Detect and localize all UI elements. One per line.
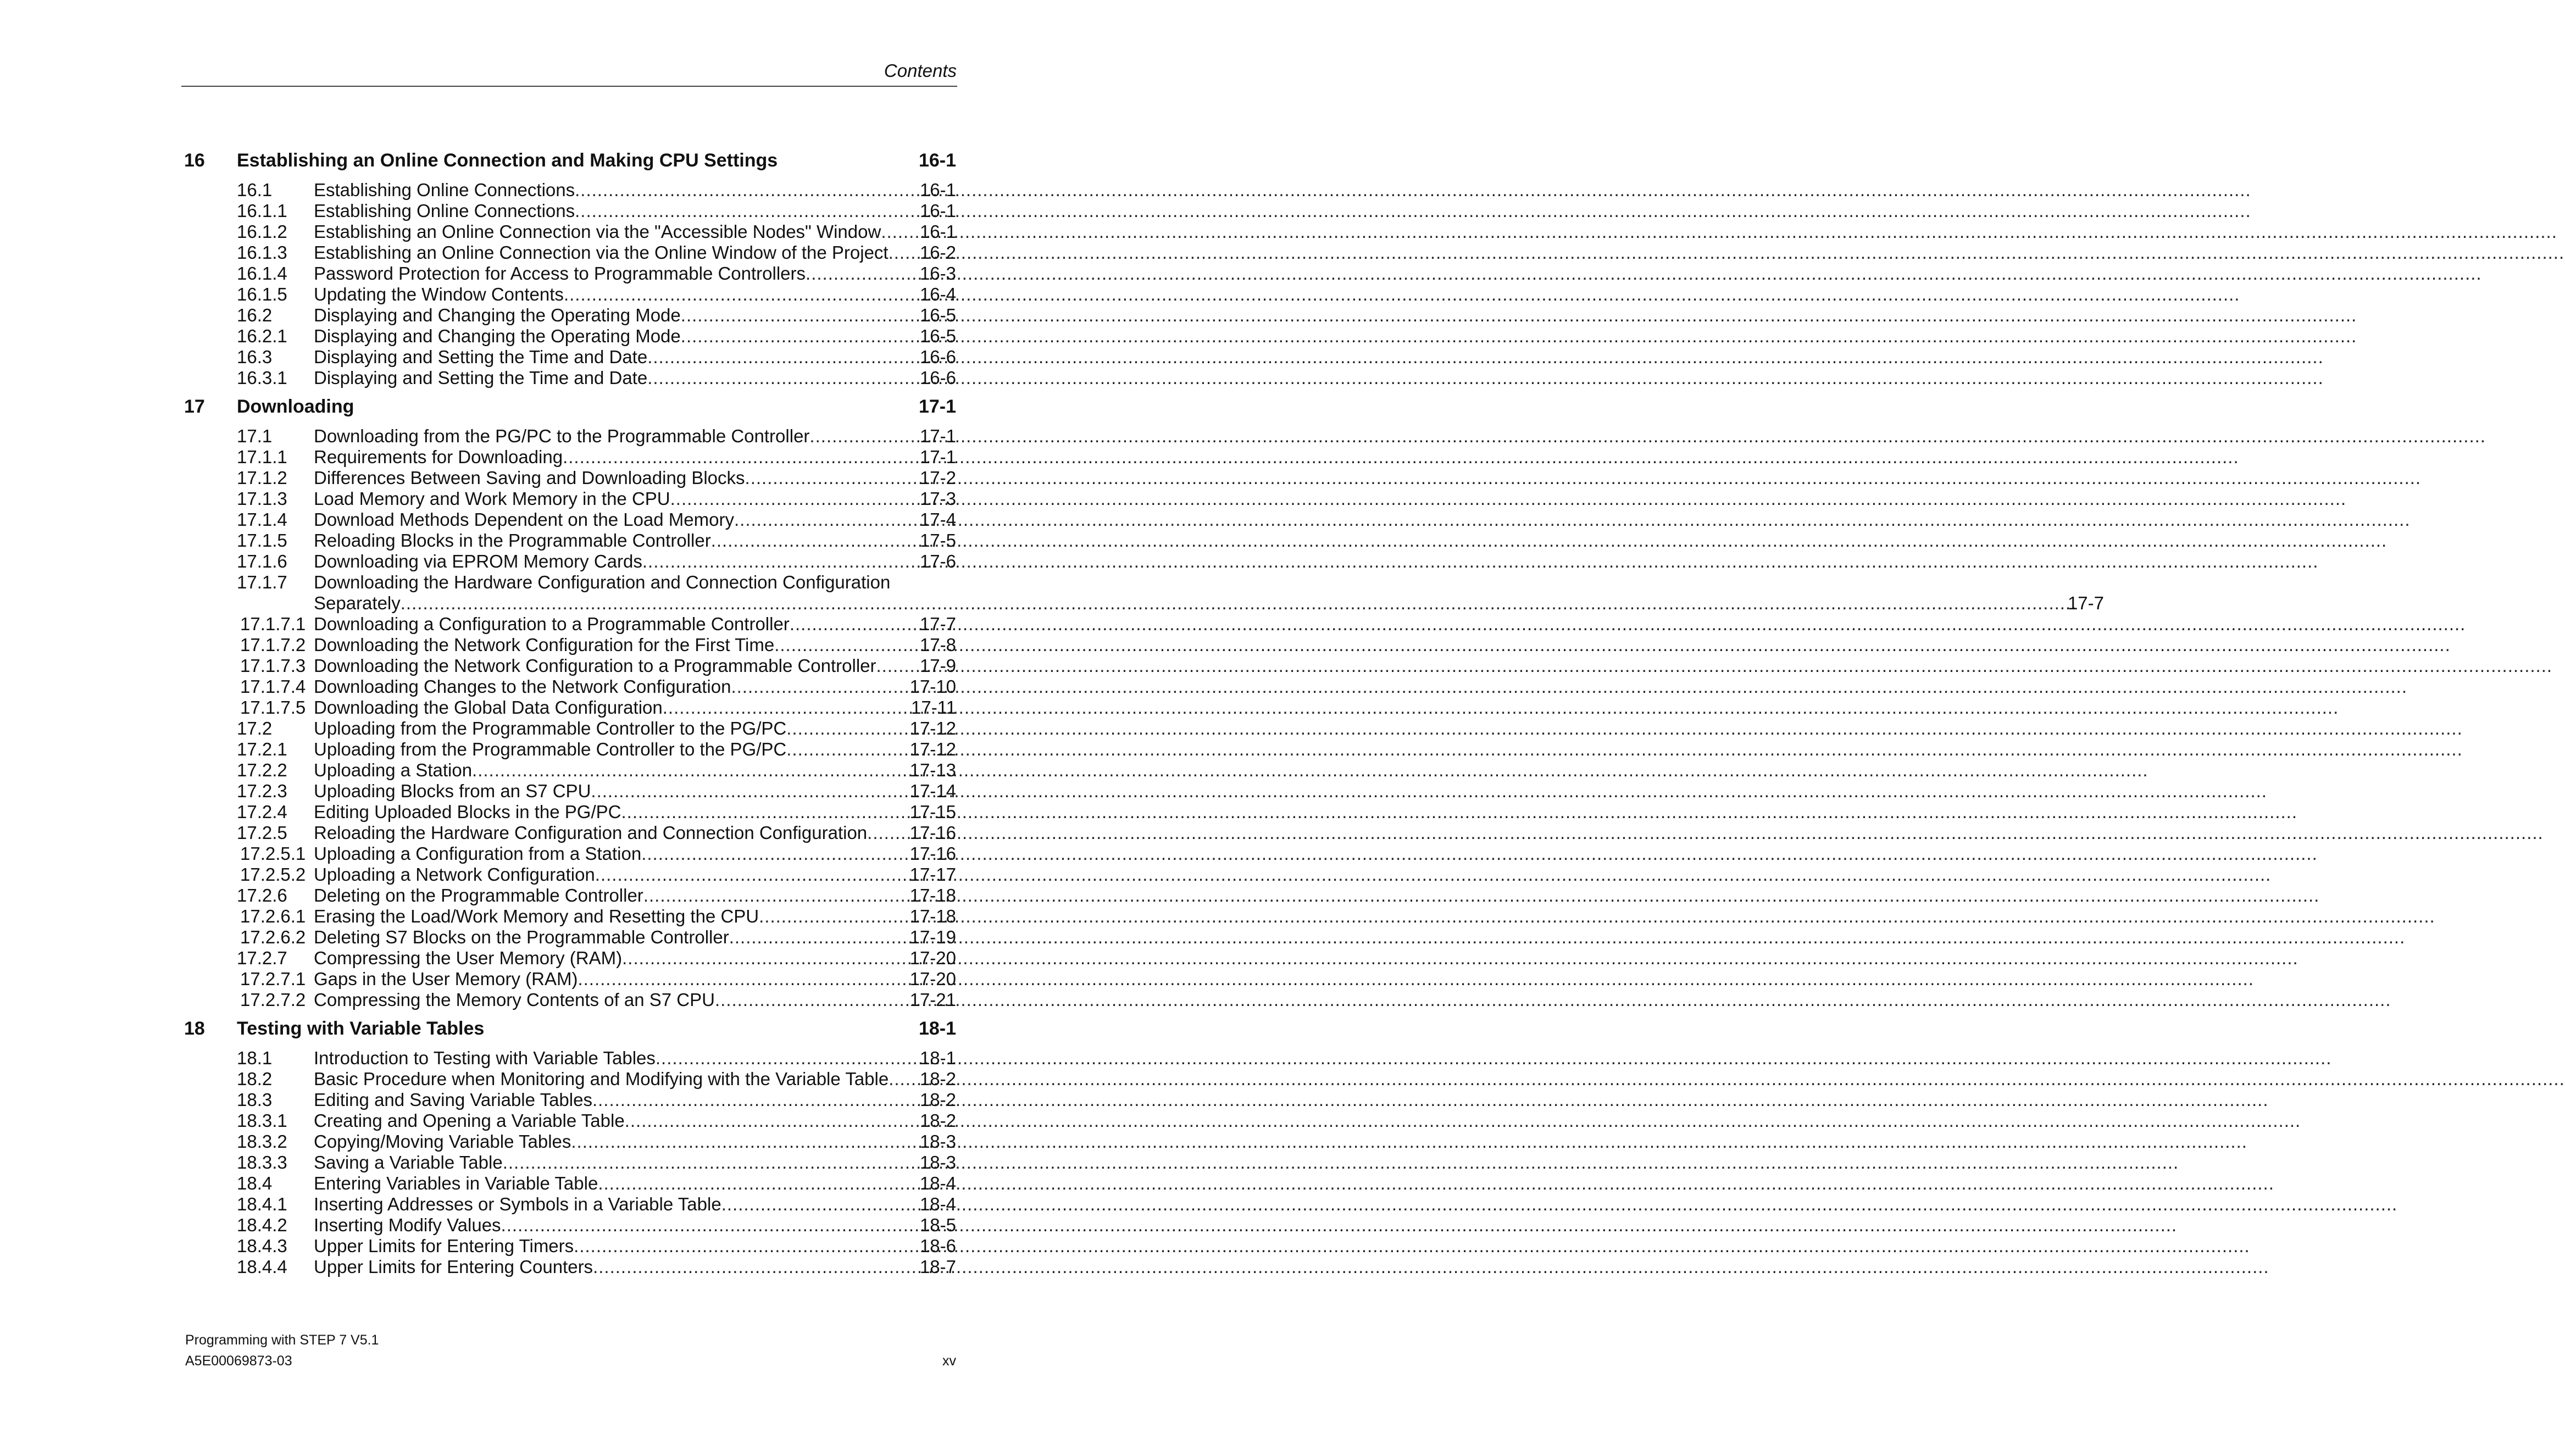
- dot-leader: [647, 347, 919, 368]
- entry-number: 17.1.4: [237, 509, 287, 530]
- entry-page: 16-6: [919, 347, 956, 367]
- toc-entry[interactable]: [237, 1173, 956, 1194]
- entry-title: Uploading a Network Configuration: [314, 864, 595, 885]
- dot-leader: [889, 1069, 919, 1090]
- entry-title: Downloading the Global Data Configuration: [314, 697, 663, 718]
- toc-entry[interactable]: [237, 802, 956, 823]
- entry-page: 17-21: [909, 990, 956, 1010]
- toc-entry[interactable]: [237, 530, 956, 551]
- chapter-title: Downloading: [237, 396, 354, 417]
- toc-entry[interactable]: [237, 990, 956, 1010]
- entry-number: 17.2.7: [237, 948, 287, 968]
- entry-title: Uploading from the Programmable Controller to the PG/PC: [314, 718, 787, 738]
- dot-leader: [889, 242, 919, 263]
- dot-leader: [501, 1215, 919, 1236]
- entry-page: 18-5: [919, 1215, 956, 1235]
- toc-entry[interactable]: [237, 948, 956, 969]
- entry-title: Establishing Online Connections: [314, 180, 575, 200]
- entry-number: 17.1.7: [237, 572, 287, 592]
- entry-title: Compressing the Memory Contents of an S7 CPU: [314, 990, 715, 1010]
- dot-leader: [472, 760, 909, 781]
- dot-leader: [731, 676, 908, 697]
- entry-title: Copying/Moving Variable Tables: [314, 1131, 571, 1152]
- entry-number: 17.1.1: [237, 447, 287, 467]
- dot-leader: [670, 488, 919, 509]
- entry-title: Downloading the Network Configuration to a Programmable Controller: [314, 655, 876, 676]
- entry-page: 18-2: [919, 1090, 956, 1110]
- dot-leader: [591, 781, 908, 802]
- entry-number: 16.1.2: [237, 221, 287, 242]
- entry-title: Establishing Online Connections: [314, 201, 575, 221]
- toc-entry[interactable]: [237, 614, 956, 635]
- header-rule: [181, 86, 957, 87]
- entry-page: 16-4: [919, 284, 956, 304]
- entry-page: 18-4: [919, 1194, 956, 1214]
- entry-page: 18-2: [919, 1069, 956, 1089]
- entry-page: 17-19: [909, 927, 956, 947]
- entry-number: 16.1.1: [237, 201, 287, 221]
- entry-title: Introduction to Testing with Variable Tables: [314, 1048, 656, 1068]
- toc-entry[interactable]: [237, 927, 956, 948]
- entry-page: 17-1: [919, 426, 956, 446]
- entry-page: 17-20: [909, 969, 956, 989]
- entry-title: Updating the Window Contents: [314, 284, 564, 304]
- entry-title: Password Protection for Access to Programmable Controllers: [314, 263, 806, 284]
- entry-page: 17-17: [909, 864, 956, 885]
- toc-entry[interactable]: [237, 447, 956, 468]
- entry-title-continued: Separately: [314, 593, 401, 613]
- dot-leader: [625, 1110, 919, 1131]
- chapter-page: 18-1: [918, 1018, 956, 1039]
- entry-number: 18.4.3: [237, 1236, 287, 1256]
- entry-title: Uploading Blocks from an S7 CPU: [314, 781, 591, 801]
- chapter-heading[interactable]: [184, 396, 956, 417]
- entry-number: 18.1: [237, 1048, 273, 1068]
- entry-title: Downloading a Configuration to a Programmable Controller: [314, 614, 790, 634]
- dot-leader: [656, 1048, 919, 1069]
- dot-leader: [401, 593, 2067, 614]
- toc-entry[interactable]: [237, 906, 956, 927]
- entry-page: 18-2: [919, 1110, 956, 1131]
- dot-leader: [564, 284, 919, 305]
- dot-leader: [729, 927, 909, 948]
- dot-leader: [503, 1152, 919, 1173]
- entry-number: 18.3.2: [237, 1131, 287, 1152]
- dot-leader: [881, 221, 919, 242]
- toc-entry[interactable]: [237, 676, 956, 697]
- entry-title: Downloading from the PG/PC to the Programmable Controller: [314, 426, 810, 446]
- entry-page: 16-1: [919, 201, 956, 221]
- entry-number: 17.1.7.1: [240, 614, 306, 634]
- dot-leader: [571, 1131, 919, 1152]
- dot-leader: [786, 718, 908, 739]
- entry-number: 17.2.7.1: [240, 969, 306, 989]
- entry-page: 17-5: [919, 530, 956, 551]
- dot-leader: [598, 1173, 919, 1194]
- dot-leader: [876, 655, 919, 676]
- entry-page: 16-1: [919, 221, 956, 242]
- footer-document-title: Programming with STEP 7 V5.1: [185, 1332, 379, 1348]
- entry-title: Erasing the Load/Work Memory and Resetting the CPU: [314, 906, 759, 926]
- toc-entry[interactable]: [237, 1236, 956, 1257]
- entry-page: 17-14: [909, 781, 956, 801]
- entry-number: 18.3.1: [237, 1110, 287, 1131]
- entry-number: 17.1.3: [237, 488, 287, 509]
- entry-page: 17-1: [919, 447, 956, 467]
- toc-entry[interactable]: [237, 697, 956, 718]
- entry-title: Deleting S7 Blocks on the Programmable Controller: [314, 927, 729, 947]
- entry-number: 18.4.1: [237, 1194, 287, 1214]
- entry-page: 17-18: [909, 906, 956, 926]
- entry-number: 17.1.7.2: [240, 635, 306, 655]
- entry-number: 17.2.5.1: [240, 843, 306, 864]
- toc-entry[interactable]: [237, 843, 956, 864]
- entry-page: 16-2: [919, 242, 956, 263]
- dot-leader: [592, 1090, 919, 1110]
- entry-page: 17-7: [2067, 593, 2105, 613]
- entry-number: 17.2.6.1: [240, 906, 306, 926]
- entry-page: 18-7: [919, 1257, 956, 1277]
- dot-leader: [643, 885, 909, 906]
- toc-entry[interactable]: [237, 572, 2105, 614]
- entry-title: Establishing an Online Connection via the "Accessible Nodes" Window: [314, 221, 881, 242]
- dot-leader: [563, 447, 919, 468]
- entry-number: 16.3: [237, 347, 273, 367]
- entry-title: Downloading Changes to the Network Configuration: [314, 676, 731, 697]
- entry-number: 17.1.7.5: [240, 697, 306, 718]
- toc-entry[interactable]: [237, 1152, 956, 1173]
- entry-number: 17.2: [237, 718, 273, 738]
- entry-title: Inserting Modify Values: [314, 1215, 501, 1235]
- entry-number: 17.1.7.3: [240, 655, 306, 676]
- chapter-number: 17: [184, 396, 205, 417]
- dot-leader: [641, 843, 908, 864]
- entry-title: Upper Limits for Entering Counters: [314, 1257, 593, 1277]
- entry-title: Differences Between Saving and Downloading Blocks: [314, 468, 745, 488]
- entry-number: 16.1: [237, 180, 273, 200]
- entry-page: 18-3: [919, 1152, 956, 1172]
- chapter-number: 18: [184, 1018, 205, 1039]
- toc-entry[interactable]: [237, 781, 956, 802]
- running-header: Contents: [884, 60, 957, 81]
- toc-entry[interactable]: [237, 1131, 956, 1152]
- toc-entry[interactable]: [237, 284, 956, 305]
- entry-title: Requirements for Downloading: [314, 447, 563, 467]
- toc-entry[interactable]: [237, 739, 956, 760]
- toc-entry[interactable]: [237, 551, 956, 572]
- entry-page: 17-18: [909, 885, 956, 905]
- table-of-contents: [184, 150, 2105, 1277]
- entry-page: 17-12: [909, 739, 956, 759]
- entry-number: 17.1.6: [237, 551, 287, 571]
- entry-number: 18.4: [237, 1173, 273, 1193]
- entry-title: Load Memory and Work Memory in the CPU: [314, 488, 670, 509]
- entry-number: 17.1.2: [237, 468, 287, 488]
- entry-number: 17.2.5: [237, 823, 287, 843]
- toc-entry[interactable]: [237, 326, 956, 347]
- toc-entry[interactable]: [237, 242, 956, 263]
- entry-title: Basic Procedure when Monitoring and Modifying with the Variable Table: [314, 1069, 889, 1089]
- toc-entry[interactable]: [237, 221, 956, 242]
- chapter-title: Testing with Variable Tables: [237, 1018, 485, 1039]
- dot-leader: [711, 530, 919, 551]
- toc-entry[interactable]: [237, 760, 956, 781]
- entry-page: 17-15: [909, 802, 956, 822]
- entry-number: 18.2: [237, 1069, 273, 1089]
- dot-leader: [593, 1257, 919, 1277]
- toc-entry[interactable]: [237, 201, 956, 221]
- entry-title: Creating and Opening a Variable Table: [314, 1110, 625, 1131]
- entry-number: 16.3.1: [237, 368, 287, 388]
- entry-page: 17-11: [911, 697, 956, 718]
- dot-leader: [809, 426, 919, 447]
- entry-page: 17-13: [909, 760, 956, 780]
- entry-title: Displaying and Setting the Time and Date: [314, 368, 648, 388]
- entry-page: 18-1: [919, 1048, 956, 1068]
- entry-number: 16.1.4: [237, 263, 287, 284]
- entry-title: Compressing the User Memory (RAM): [314, 948, 623, 968]
- chapter-heading[interactable]: [184, 150, 956, 171]
- dot-leader: [734, 509, 919, 530]
- entry-title: Inserting Addresses or Symbols in a Variable Table: [314, 1194, 721, 1214]
- entry-title: Displaying and Changing the Operating Mode: [314, 326, 681, 346]
- toc-entry[interactable]: [237, 180, 956, 201]
- entry-page: 16-3: [919, 263, 956, 284]
- toc-entry[interactable]: [237, 1048, 956, 1069]
- entry-number: 17.1.7.4: [240, 676, 306, 697]
- toc-entry[interactable]: [237, 1194, 956, 1215]
- entry-page: 17-9: [919, 655, 956, 676]
- dot-leader: [578, 969, 908, 990]
- entry-number: 16.1.3: [237, 242, 287, 263]
- entry-number: 17.2.4: [237, 802, 287, 822]
- dot-leader: [786, 739, 908, 760]
- toc-entry[interactable]: [237, 823, 956, 843]
- entry-page: 17-7: [919, 614, 956, 634]
- chapter-number: 16: [184, 150, 205, 171]
- entry-page: 17-16: [909, 823, 956, 843]
- entry-title: Editing and Saving Variable Tables: [314, 1090, 592, 1110]
- entry-title: Establishing an Online Connection via the Online Window of the Project: [314, 242, 889, 263]
- entry-number: 18.3.3: [237, 1152, 287, 1172]
- entry-number: 17.2.6: [237, 885, 287, 905]
- entry-page: 18-3: [919, 1131, 956, 1152]
- dot-leader: [806, 263, 919, 284]
- dot-leader: [595, 864, 909, 885]
- entry-title: Gaps in the User Memory (RAM): [314, 969, 578, 989]
- entry-page: 17-4: [919, 509, 956, 530]
- dot-leader: [663, 697, 910, 718]
- toc-entry[interactable]: [237, 347, 956, 368]
- toc-entry[interactable]: [237, 468, 956, 488]
- entry-page: 17-16: [909, 843, 956, 864]
- dot-leader: [647, 368, 919, 388]
- entry-number: 18.4.4: [237, 1257, 287, 1277]
- dot-leader: [681, 326, 919, 347]
- entry-page: 17-10: [909, 676, 956, 697]
- entry-title: Deleting on the Programmable Controller: [314, 885, 643, 905]
- dot-leader: [745, 468, 919, 488]
- entry-page: 17-6: [919, 551, 956, 571]
- entry-title: Saving a Variable Table: [314, 1152, 503, 1172]
- entry-page: 16-6: [919, 368, 956, 388]
- footer-page-number: xv: [942, 1353, 956, 1369]
- entry-number: 17.2.5.2: [240, 864, 306, 885]
- entry-title: Uploading from the Programmable Controller to the PG/PC: [314, 739, 787, 759]
- entry-page: 17-3: [919, 488, 956, 509]
- entry-page: 18-4: [919, 1173, 956, 1193]
- entry-page: 18-6: [919, 1236, 956, 1256]
- entry-number: 16.1.5: [237, 284, 287, 304]
- entry-title: Uploading a Configuration from a Station: [314, 843, 642, 864]
- toc-entry[interactable]: [237, 969, 956, 990]
- entry-title: Downloading the Hardware Configuration and Connection Configuration: [314, 572, 891, 592]
- dot-leader: [774, 635, 919, 655]
- dot-leader: [715, 990, 909, 1010]
- entry-page: 17-8: [919, 635, 956, 655]
- entry-number: 17.1: [237, 426, 273, 446]
- toc-entry[interactable]: [237, 1069, 956, 1090]
- toc-entry[interactable]: [237, 635, 956, 655]
- entry-title: Uploading a Station: [314, 760, 473, 780]
- chapter-heading[interactable]: [184, 1018, 956, 1039]
- entry-number: 17.2.6.2: [240, 927, 306, 947]
- dot-leader: [867, 823, 908, 843]
- entry-number: 17.2.7.2: [240, 990, 306, 1010]
- toc-entry[interactable]: [237, 718, 956, 739]
- entry-number: 18.4.2: [237, 1215, 287, 1235]
- entry-title: Reloading Blocks in the Programmable Controller: [314, 530, 711, 551]
- dot-leader: [642, 551, 919, 572]
- footer-document-number: A5E00069873-03: [185, 1353, 292, 1369]
- entry-number: 17.2.2: [237, 760, 287, 780]
- dot-leader: [759, 906, 908, 927]
- dot-leader: [790, 614, 919, 635]
- dot-leader: [621, 802, 908, 823]
- toc-entry[interactable]: [237, 1215, 956, 1236]
- entry-title: Displaying and Setting the Time and Date: [314, 347, 648, 367]
- entry-number: 17.2.1: [237, 739, 287, 759]
- entry-number: 17.2.3: [237, 781, 287, 801]
- entry-number: 18.3: [237, 1090, 273, 1110]
- toc-entry[interactable]: [237, 1110, 956, 1131]
- toc-entry[interactable]: [237, 655, 956, 676]
- entry-number: 17.1.5: [237, 530, 287, 551]
- entry-page: 16-1: [919, 180, 956, 200]
- toc-entry[interactable]: [237, 885, 956, 906]
- entry-title: Displaying and Changing the Operating Mode: [314, 305, 681, 325]
- entry-title: Reloading the Hardware Configuration and Connection Configuration: [314, 823, 868, 843]
- toc-entry[interactable]: [237, 864, 956, 885]
- toc-entry[interactable]: [237, 368, 956, 388]
- dot-leader: [575, 201, 919, 221]
- dot-leader: [575, 180, 919, 201]
- entry-title: Downloading the Network Configuration for the First Time: [314, 635, 775, 655]
- entry-page: 17-2: [919, 468, 956, 488]
- entry-title: Editing Uploaded Blocks in the PG/PC: [314, 802, 621, 822]
- toc-entry[interactable]: [237, 509, 956, 530]
- entry-title: Download Methods Dependent on the Load Memory: [314, 509, 734, 530]
- toc-entry[interactable]: [237, 1090, 956, 1110]
- toc-entry[interactable]: [237, 1257, 956, 1277]
- dot-leader: [622, 948, 908, 969]
- dot-leader: [574, 1236, 919, 1257]
- entry-title: Entering Variables in Variable Table: [314, 1173, 598, 1193]
- dot-leader: [681, 305, 919, 326]
- entry-title: Downloading via EPROM Memory Cards: [314, 551, 642, 571]
- toc-entry[interactable]: [237, 263, 956, 284]
- toc-entry[interactable]: [237, 426, 956, 447]
- entry-page: 16-5: [919, 305, 956, 325]
- chapter-title: Establishing an Online Connection and Making CPU Settings: [237, 150, 778, 171]
- entry-number: 16.2.1: [237, 326, 287, 346]
- chapter-page: 17-1: [918, 396, 956, 417]
- toc-entry[interactable]: [237, 305, 956, 326]
- dot-leader: [721, 1194, 919, 1215]
- entry-page: 16-5: [919, 326, 956, 346]
- toc-entry[interactable]: [237, 488, 956, 509]
- entry-page: 17-20: [909, 948, 956, 968]
- entry-page: 17-12: [909, 718, 956, 738]
- entry-title: Upper Limits for Entering Timers: [314, 1236, 574, 1256]
- footer: [185, 1330, 379, 1371]
- chapter-page: 16-1: [918, 150, 956, 171]
- entry-number: 16.2: [237, 305, 273, 325]
